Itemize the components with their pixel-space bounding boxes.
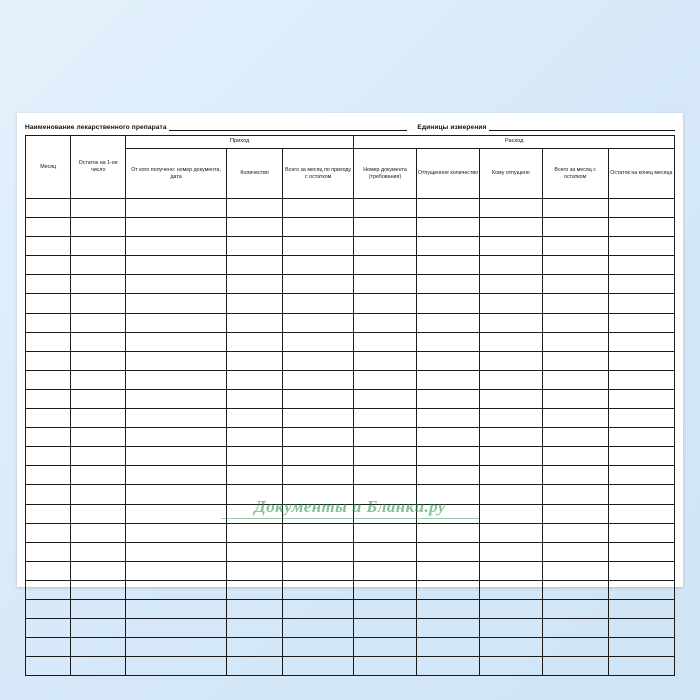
table-cell[interactable] — [282, 657, 353, 676]
table-cell[interactable] — [542, 428, 608, 447]
table-cell[interactable] — [71, 638, 126, 657]
table-cell[interactable] — [282, 599, 353, 618]
table-cell[interactable] — [282, 638, 353, 657]
table-cell[interactable] — [282, 218, 353, 237]
table-cell[interactable] — [71, 523, 126, 542]
table-cell[interactable] — [542, 599, 608, 618]
table-cell[interactable] — [125, 218, 226, 237]
table-cell[interactable] — [480, 199, 542, 218]
table-cell[interactable] — [416, 370, 480, 389]
table-cell[interactable] — [26, 409, 71, 428]
table-cell[interactable] — [542, 294, 608, 313]
table-cell[interactable] — [608, 523, 674, 542]
table-cell[interactable] — [542, 218, 608, 237]
table-cell[interactable] — [125, 332, 226, 351]
table-cell[interactable] — [26, 313, 71, 332]
table-cell[interactable] — [227, 237, 283, 256]
table-cell[interactable] — [125, 409, 226, 428]
table-cell[interactable] — [125, 523, 226, 542]
table-cell[interactable] — [227, 351, 283, 370]
table-row — [26, 294, 675, 313]
table-cell[interactable] — [71, 466, 126, 485]
table-cell[interactable] — [542, 466, 608, 485]
table-cell[interactable] — [354, 428, 416, 447]
table-cell[interactable] — [125, 619, 226, 638]
table-cell[interactable] — [125, 466, 226, 485]
table-cell[interactable] — [125, 504, 226, 523]
table-cell[interactable] — [282, 313, 353, 332]
table-row — [26, 256, 675, 275]
table-cell[interactable] — [282, 370, 353, 389]
table-cell[interactable] — [416, 638, 480, 657]
table-cell[interactable] — [26, 428, 71, 447]
table-cell[interactable] — [71, 275, 126, 294]
table-cell[interactable] — [480, 237, 542, 256]
table-cell[interactable] — [71, 409, 126, 428]
table-row — [26, 561, 675, 580]
table-cell[interactable] — [282, 332, 353, 351]
table-cell[interactable] — [608, 218, 674, 237]
table-row — [26, 638, 675, 657]
table-cell[interactable] — [480, 599, 542, 618]
table-cell[interactable] — [282, 428, 353, 447]
table-cell[interactable] — [282, 447, 353, 466]
table-cell[interactable] — [354, 599, 416, 618]
table-cell[interactable] — [480, 447, 542, 466]
table-cell[interactable] — [71, 351, 126, 370]
table-cell[interactable] — [282, 504, 353, 523]
table-cell[interactable] — [416, 657, 480, 676]
table-cell[interactable] — [282, 523, 353, 542]
table-cell[interactable] — [227, 428, 283, 447]
table-cell[interactable] — [26, 561, 71, 580]
table-cell[interactable] — [480, 523, 542, 542]
col-header-released-to: Кому отпущено — [480, 149, 542, 199]
ledger-table — [25, 135, 675, 676]
table-cell[interactable] — [542, 523, 608, 542]
table-cell[interactable] — [542, 657, 608, 676]
table-row — [26, 485, 675, 504]
table-cell[interactable] — [26, 256, 71, 275]
table-cell[interactable] — [26, 504, 71, 523]
table-cell[interactable] — [227, 580, 283, 599]
table-row — [26, 580, 675, 599]
table-cell[interactable] — [71, 542, 126, 561]
table-cell[interactable] — [26, 275, 71, 294]
table-row — [26, 523, 675, 542]
table-row — [26, 332, 675, 351]
table-cell[interactable] — [125, 599, 226, 618]
table-cell[interactable] — [26, 332, 71, 351]
table-row — [26, 428, 675, 447]
table-cell[interactable] — [416, 332, 480, 351]
table-cell[interactable] — [282, 256, 353, 275]
table-cell[interactable] — [416, 275, 480, 294]
table-cell[interactable] — [227, 370, 283, 389]
table-cell[interactable] — [26, 580, 71, 599]
table-head — [26, 136, 675, 199]
table-cell[interactable] — [71, 580, 126, 599]
table-cell[interactable] — [608, 370, 674, 389]
table-cell[interactable] — [608, 409, 674, 428]
table-cell[interactable] — [354, 619, 416, 638]
table-cell[interactable] — [227, 657, 283, 676]
table-row — [26, 275, 675, 294]
table-cell[interactable] — [26, 294, 71, 313]
table-cell[interactable] — [125, 542, 226, 561]
document-sheet — [17, 113, 683, 587]
col-header-received-from: От кого получено: номер документа, дата — [125, 149, 226, 199]
form-header-line — [25, 119, 675, 131]
table-row — [26, 351, 675, 370]
table-cell[interactable] — [480, 428, 542, 447]
table-row — [26, 409, 675, 428]
table-cell[interactable] — [542, 351, 608, 370]
table-cell[interactable] — [354, 294, 416, 313]
table-cell[interactable] — [608, 599, 674, 618]
table-cell[interactable] — [227, 504, 283, 523]
table-cell[interactable] — [608, 638, 674, 657]
table-cell[interactable] — [542, 389, 608, 408]
table-cell[interactable] — [227, 638, 283, 657]
table-cell[interactable] — [282, 485, 353, 504]
table-cell[interactable] — [480, 542, 542, 561]
col-header-balance-end: Остаток на конец месяца — [608, 149, 674, 199]
header-group-row — [26, 136, 675, 149]
units-label: Единицы измерения — [417, 124, 487, 131]
table-cell[interactable] — [125, 294, 226, 313]
col-header-quantity: Количество — [227, 149, 283, 199]
table-cell[interactable] — [416, 428, 480, 447]
table-cell[interactable] — [26, 523, 71, 542]
table-cell[interactable] — [354, 370, 416, 389]
table-row — [26, 466, 675, 485]
table-cell[interactable] — [542, 447, 608, 466]
table-cell[interactable] — [542, 199, 608, 218]
table-cell[interactable] — [480, 580, 542, 599]
table-cell[interactable] — [71, 599, 126, 618]
table-cell[interactable] — [71, 332, 126, 351]
table-cell[interactable] — [227, 619, 283, 638]
table-cell[interactable] — [227, 256, 283, 275]
table-cell[interactable] — [71, 294, 126, 313]
table-cell[interactable] — [608, 428, 674, 447]
watermark-text: Документы и Бланки.ру — [254, 497, 446, 516]
table-cell[interactable] — [282, 619, 353, 638]
table-row — [26, 199, 675, 218]
table-cell[interactable] — [480, 561, 542, 580]
table-cell[interactable] — [71, 313, 126, 332]
sheet-content — [25, 119, 675, 581]
table-cell[interactable] — [26, 218, 71, 237]
table-cell[interactable] — [416, 485, 480, 504]
table-cell[interactable] — [71, 447, 126, 466]
table-cell[interactable] — [354, 332, 416, 351]
table-cell[interactable] — [26, 389, 71, 408]
table-cell[interactable] — [125, 657, 226, 676]
table-row — [26, 370, 675, 389]
table-cell[interactable] — [26, 351, 71, 370]
table-cell[interactable] — [416, 523, 480, 542]
table-cell[interactable] — [282, 351, 353, 370]
table-cell[interactable] — [354, 580, 416, 599]
col-header-balance-first: Остаток на 1-ое число — [71, 136, 126, 199]
table-cell[interactable] — [542, 485, 608, 504]
table-cell[interactable] — [282, 580, 353, 599]
table-cell[interactable] — [608, 542, 674, 561]
table-cell[interactable] — [416, 504, 480, 523]
table-cell[interactable] — [480, 275, 542, 294]
table-cell[interactable] — [416, 561, 480, 580]
table-cell[interactable] — [227, 389, 283, 408]
table-cell[interactable] — [354, 275, 416, 294]
group-header-expense: Расход — [354, 136, 675, 149]
table-row — [26, 657, 675, 676]
table-cell[interactable] — [26, 542, 71, 561]
table-cell[interactable] — [125, 256, 226, 275]
table-cell[interactable] — [125, 313, 226, 332]
table-cell[interactable] — [480, 294, 542, 313]
table-cell[interactable] — [71, 256, 126, 275]
table-cell[interactable] — [125, 638, 226, 657]
table-cell[interactable] — [416, 351, 480, 370]
table-cell[interactable] — [26, 619, 71, 638]
table-cell[interactable] — [608, 294, 674, 313]
table-cell[interactable] — [125, 580, 226, 599]
table-cell[interactable] — [71, 657, 126, 676]
table-cell[interactable] — [71, 199, 126, 218]
col-header-month-total-income: Всего за месяц по приходу с остатком — [282, 149, 353, 199]
table-cell[interactable] — [480, 485, 542, 504]
col-header-month: Месяц — [26, 136, 71, 199]
table-cell[interactable] — [416, 466, 480, 485]
table-cell[interactable] — [480, 619, 542, 638]
group-header-income: Приход — [125, 136, 353, 149]
table-cell[interactable] — [125, 485, 226, 504]
table-row — [26, 504, 675, 523]
table-cell[interactable] — [542, 580, 608, 599]
table-cell[interactable] — [608, 561, 674, 580]
table-cell[interactable] — [227, 332, 283, 351]
table-cell[interactable] — [125, 447, 226, 466]
table-cell[interactable] — [480, 218, 542, 237]
table-cell[interactable] — [227, 294, 283, 313]
table-cell[interactable] — [608, 466, 674, 485]
table-cell[interactable] — [354, 504, 416, 523]
table-cell[interactable] — [354, 313, 416, 332]
table-row — [26, 447, 675, 466]
table-row — [26, 218, 675, 237]
table-cell[interactable] — [480, 409, 542, 428]
table-cell[interactable] — [26, 370, 71, 389]
table-cell[interactable] — [125, 370, 226, 389]
table-cell[interactable] — [282, 561, 353, 580]
table-cell[interactable] — [416, 256, 480, 275]
table-cell[interactable] — [227, 599, 283, 618]
table-cell[interactable] — [282, 389, 353, 408]
table-cell[interactable] — [227, 523, 283, 542]
table-cell[interactable] — [354, 351, 416, 370]
table-cell[interactable] — [354, 657, 416, 676]
table-cell[interactable] — [71, 619, 126, 638]
table-cell[interactable] — [354, 447, 416, 466]
table-cell[interactable] — [125, 389, 226, 408]
table-cell[interactable] — [416, 313, 480, 332]
table-row — [26, 389, 675, 408]
table-row — [26, 599, 675, 618]
table-cell[interactable] — [354, 466, 416, 485]
table-cell[interactable] — [354, 218, 416, 237]
table-cell[interactable] — [542, 275, 608, 294]
table-cell[interactable] — [416, 580, 480, 599]
table-cell[interactable] — [608, 332, 674, 351]
table-cell[interactable] — [282, 409, 353, 428]
table-cell[interactable] — [71, 218, 126, 237]
table-cell[interactable] — [608, 237, 674, 256]
table-cell[interactable] — [125, 199, 226, 218]
table-cell[interactable] — [416, 294, 480, 313]
table-cell[interactable] — [26, 485, 71, 504]
table-cell[interactable] — [608, 580, 674, 599]
table-cell[interactable] — [416, 619, 480, 638]
table-cell[interactable] — [480, 256, 542, 275]
table-cell[interactable] — [354, 256, 416, 275]
table-cell[interactable] — [416, 389, 480, 408]
table-cell[interactable] — [542, 542, 608, 561]
table-cell[interactable] — [542, 237, 608, 256]
table-cell[interactable] — [282, 275, 353, 294]
table-cell[interactable] — [26, 466, 71, 485]
table-cell[interactable] — [354, 237, 416, 256]
table-cell[interactable] — [416, 542, 480, 561]
table-cell[interactable] — [542, 256, 608, 275]
table-cell[interactable] — [542, 370, 608, 389]
table-cell[interactable] — [416, 599, 480, 618]
table-cell[interactable] — [125, 237, 226, 256]
table-cell[interactable] — [354, 638, 416, 657]
table-cell[interactable] — [227, 466, 283, 485]
table-row — [26, 542, 675, 561]
table-cell[interactable] — [227, 447, 283, 466]
table-cell[interactable] — [480, 351, 542, 370]
table-cell[interactable] — [608, 199, 674, 218]
table-cell[interactable] — [125, 275, 226, 294]
table-cell[interactable] — [608, 313, 674, 332]
table-cell[interactable] — [480, 370, 542, 389]
table-cell[interactable] — [227, 275, 283, 294]
table-cell[interactable] — [26, 638, 71, 657]
table-cell[interactable] — [608, 657, 674, 676]
table-cell[interactable] — [480, 638, 542, 657]
table-cell[interactable] — [608, 389, 674, 408]
table-cell[interactable] — [354, 485, 416, 504]
table-cell[interactable] — [282, 294, 353, 313]
table-cell[interactable] — [282, 237, 353, 256]
table-cell[interactable] — [71, 428, 126, 447]
table-cell[interactable] — [227, 313, 283, 332]
table-cell[interactable] — [542, 638, 608, 657]
table-cell[interactable] — [354, 409, 416, 428]
table-cell[interactable] — [608, 485, 674, 504]
table-cell[interactable] — [227, 542, 283, 561]
table-cell[interactable] — [71, 561, 126, 580]
table-cell[interactable] — [416, 218, 480, 237]
table-cell[interactable] — [71, 485, 126, 504]
table-cell[interactable] — [542, 332, 608, 351]
table-cell[interactable] — [282, 466, 353, 485]
table-cell[interactable] — [227, 218, 283, 237]
table-cell[interactable] — [71, 504, 126, 523]
table-cell[interactable] — [542, 561, 608, 580]
table-cell[interactable] — [354, 561, 416, 580]
table-cell[interactable] — [227, 561, 283, 580]
table-cell[interactable] — [608, 351, 674, 370]
table-cell[interactable] — [608, 275, 674, 294]
table-cell[interactable] — [416, 237, 480, 256]
table-cell[interactable] — [282, 199, 353, 218]
table-cell[interactable] — [480, 313, 542, 332]
table-cell[interactable] — [227, 485, 283, 504]
table-cell[interactable] — [608, 256, 674, 275]
table-cell[interactable] — [480, 389, 542, 408]
table-cell[interactable] — [608, 447, 674, 466]
table-cell[interactable] — [282, 542, 353, 561]
table-cell[interactable] — [480, 466, 542, 485]
table-cell[interactable] — [26, 447, 71, 466]
table-cell[interactable] — [354, 542, 416, 561]
table-cell[interactable] — [125, 351, 226, 370]
table-cell[interactable] — [227, 409, 283, 428]
table-cell[interactable] — [26, 657, 71, 676]
table-cell[interactable] — [416, 199, 480, 218]
table-cell[interactable] — [416, 409, 480, 428]
col-header-released-quantity: Отпущенное количество — [416, 149, 480, 199]
table-cell[interactable] — [71, 237, 126, 256]
table-cell[interactable] — [354, 389, 416, 408]
table-cell[interactable] — [354, 523, 416, 542]
table-cell[interactable] — [542, 313, 608, 332]
table-row — [26, 619, 675, 638]
col-header-document-number: Номер документа (требования) — [354, 149, 416, 199]
table-cell[interactable] — [542, 409, 608, 428]
table-cell[interactable] — [227, 199, 283, 218]
drug-name-label: Наименование лекарственного препарата — [25, 124, 167, 131]
table-cell[interactable] — [71, 389, 126, 408]
table-cell[interactable] — [125, 428, 226, 447]
table-cell[interactable] — [125, 561, 226, 580]
table-cell[interactable] — [26, 199, 71, 218]
table-cell[interactable] — [542, 504, 608, 523]
table-row — [26, 237, 675, 256]
table-cell[interactable] — [480, 332, 542, 351]
table-row — [26, 313, 675, 332]
col-header-month-total-with-balance: Всего за месяц с остатком — [542, 149, 608, 199]
table-cell[interactable] — [480, 504, 542, 523]
table-body — [26, 199, 675, 676]
table-cell[interactable] — [26, 237, 71, 256]
table-cell[interactable] — [354, 199, 416, 218]
units-fill-line[interactable] — [489, 121, 675, 131]
table-cell[interactable] — [542, 619, 608, 638]
table-cell[interactable] — [480, 657, 542, 676]
table-cell[interactable] — [608, 504, 674, 523]
table-cell[interactable] — [416, 447, 480, 466]
table-cell[interactable] — [71, 370, 126, 389]
drug-name-fill-line[interactable] — [169, 121, 408, 131]
table-cell[interactable] — [608, 619, 674, 638]
table-cell[interactable] — [26, 599, 71, 618]
